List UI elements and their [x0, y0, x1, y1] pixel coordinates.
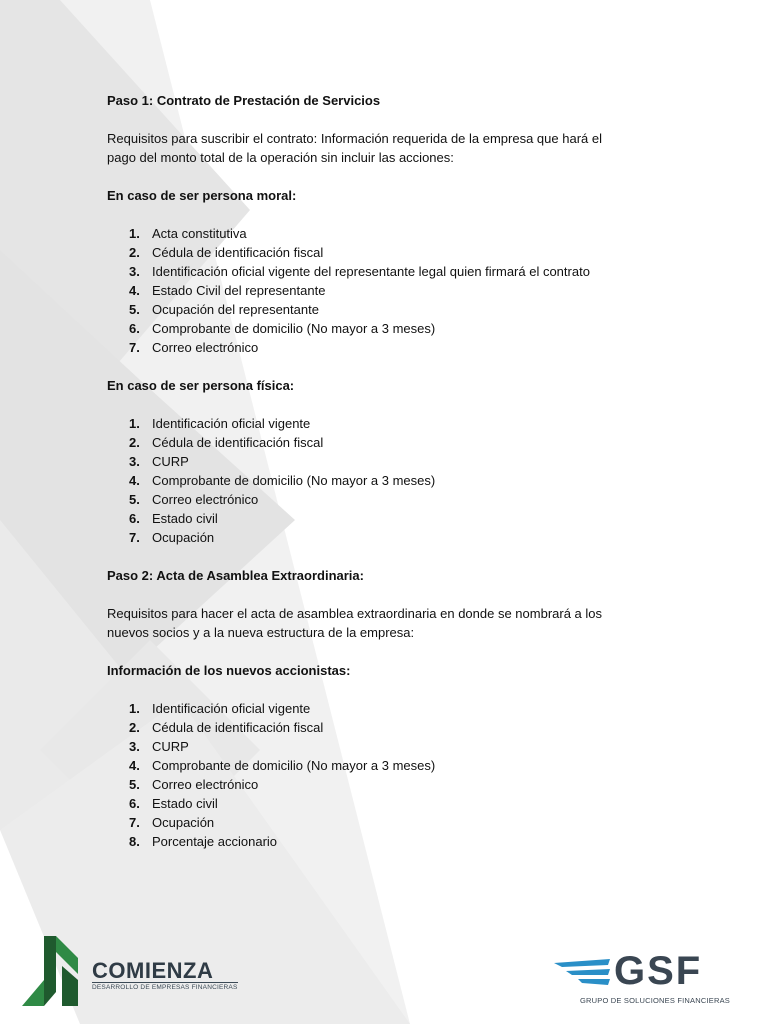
list-item: 5. Correo electrónico: [129, 777, 259, 792]
comienza-logo: [22, 930, 238, 1010]
list-item: 6. Comprobante de domicilio (No mayor a 3 meses): [129, 321, 436, 336]
speed-lines-icon: [552, 957, 614, 997]
list-item: 7. Ocupación: [129, 815, 215, 830]
list-item: 2. Cédula de identificación fiscal: [129, 720, 324, 735]
list-item: 7. Ocupación: [129, 530, 215, 545]
comienza-logo-tagline: DESARROLLO DE EMPRESAS FINANCIERAS: [92, 984, 238, 991]
list-item: 3. CURP: [129, 739, 189, 754]
list-item: 5. Ocupación del representante: [129, 302, 319, 317]
list-item: 4. Comprobante de domicilio (No mayor a 3 meses): [129, 473, 436, 488]
persona-fisica-heading: En caso de ser persona física:: [107, 378, 295, 393]
paso1-title: Paso 1: Contrato de Prestación de Servicios: [107, 93, 381, 108]
list-item: 4. Estado Civil del representante: [129, 283, 326, 298]
gsf-logo: [552, 949, 742, 1010]
list-item: 6. Estado civil: [129, 796, 218, 811]
list-item: 1. Identificación oficial vigente: [129, 701, 311, 716]
list-item: 1. Acta constitutiva: [129, 226, 247, 241]
house-logo-icon: [22, 930, 92, 1010]
list-item: 4. Comprobante de domicilio (No mayor a 3 meses): [129, 758, 436, 773]
list-item: 5. Correo electrónico: [129, 492, 259, 507]
paso1-intro-line1: Requisitos para suscribir el contrato: Información requerida de la empresa que hará el: [107, 131, 602, 146]
comienza-logo-name: COMIENZA: [92, 958, 214, 983]
paso1-intro-line2: pago del monto total de la operación sin incluir las acciones:: [107, 150, 454, 165]
list-item: 6. Estado civil: [129, 511, 218, 526]
list-item: 3. Identificación oficial vigente del representante legal quien firmará el contrato: [129, 264, 590, 279]
accionistas-list: [107, 699, 667, 851]
accionistas-heading: Información de los nuevos accionistas:: [107, 663, 351, 678]
gsf-logo-name: GSF: [614, 949, 703, 993]
paso2-title: Paso 2: Acta de Asamblea Extraordinaria:: [107, 568, 364, 583]
list-item: 2. Cédula de identificación fiscal: [129, 245, 324, 260]
persona-moral-list: [107, 224, 667, 357]
list-item: 2. Cédula de identificación fiscal: [129, 435, 324, 450]
paso2-intro-line2: nuevos socios y a la nueva estructura de la empresa:: [107, 625, 415, 640]
document-body: [107, 91, 667, 851]
persona-fisica-list: [107, 414, 667, 547]
list-item: 1. Identificación oficial vigente: [129, 416, 311, 431]
persona-moral-heading: En caso de ser persona moral:: [107, 188, 297, 203]
list-item: 7. Correo electrónico: [129, 340, 259, 355]
list-item: 3. CURP: [129, 454, 189, 469]
paso2-intro-line1: Requisitos para hacer el acta de asamblea extraordinaria en donde se nombrará a los: [107, 606, 603, 621]
list-item: 8. Porcentaje accionario: [129, 834, 278, 849]
gsf-logo-tagline: GRUPO DE SOLUCIONES FINANCIERAS: [580, 996, 730, 1005]
